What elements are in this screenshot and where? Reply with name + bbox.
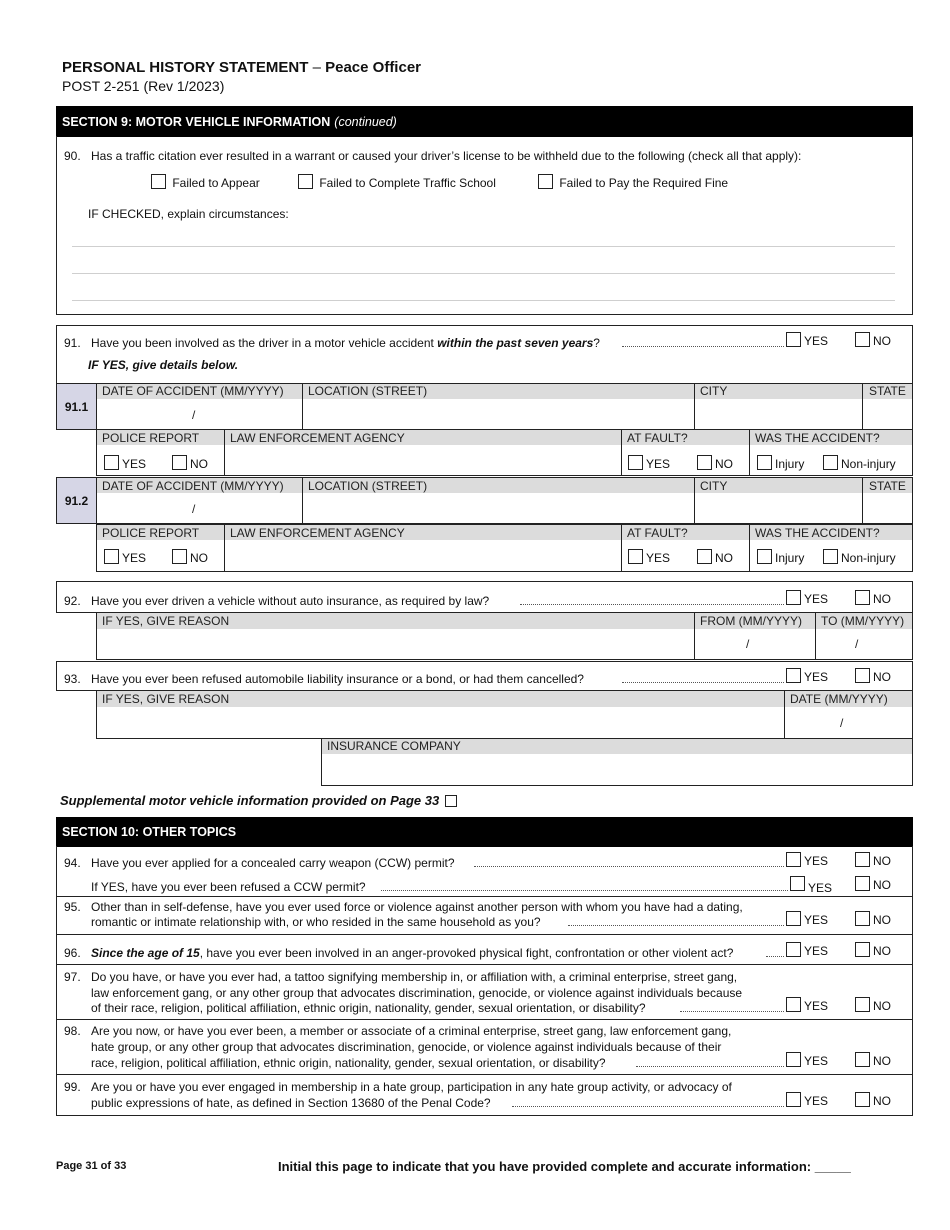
q93-text: Have you ever been refused automobile liability insurance or a bond, or had them cancelled?: [91, 672, 584, 686]
row-91-1-div-1: [302, 383, 303, 430]
q93-insurance-label: INSURANCE COMPANY: [327, 739, 461, 753]
q90-number: 90.: [64, 149, 81, 163]
failed-pay-fine-label: Failed to Pay the Required Fine: [559, 176, 729, 190]
row-91-1-div-5: [621, 429, 622, 476]
q98-bottom-line: [56, 1074, 913, 1075]
form-number: POST 2-251 (Rev 1/2023): [62, 78, 225, 94]
q97-yes-label: YES: [804, 999, 829, 1013]
supplemental-note: [60, 793, 457, 808]
q98-leader: [636, 1057, 784, 1067]
row-91-1-div-6: [749, 429, 750, 476]
q92-yes-checkbox[interactable]: [786, 590, 801, 605]
row-91-2-fault-yes: [628, 549, 670, 565]
row-91-1-div-2: [694, 383, 695, 430]
q98-no-label: NO: [873, 1054, 891, 1068]
q96-yes-checkbox[interactable]: [786, 942, 801, 957]
q90-option-required-fine: [538, 174, 728, 190]
q90-explain-line-2[interactable]: [72, 273, 895, 274]
q97-number: 97.: [64, 970, 81, 984]
row-91-2-city-label: CITY: [700, 479, 728, 493]
q94-yes: [786, 852, 828, 868]
row-91-1-date-label: DATE OF ACCIDENT (MM/YYYY): [102, 384, 284, 398]
q92-to-label: TO (MM/YYYY): [821, 614, 905, 628]
q96-leader: [766, 947, 784, 957]
initial-text: Initial this page to indicate that you have provided complete and accurate information:: [278, 1159, 812, 1174]
row-91-2-injury: [757, 549, 804, 565]
row-91-1-location-label: LOCATION (STREET): [308, 384, 428, 398]
q92-reason-label: IF YES, GIVE REASON: [102, 614, 230, 628]
q98-yes-checkbox[interactable]: [786, 1052, 801, 1067]
q91-box: [56, 325, 913, 384]
row-91-1-fault-no: [697, 455, 733, 471]
form-title-dash: –: [312, 59, 321, 76]
q95-yes: [786, 911, 828, 927]
q96-no-checkbox[interactable]: [855, 942, 870, 957]
q97-yes-checkbox[interactable]: [786, 997, 801, 1012]
q95-no-label: NO: [873, 913, 891, 927]
row-91-2-date-label: DATE OF ACCIDENT (MM/YYYY): [102, 479, 284, 493]
q90-explain-label: IF CHECKED, explain circumstances:: [88, 207, 289, 221]
q98-number: 98.: [64, 1024, 81, 1038]
row-91-1-date-slash[interactable]: /: [192, 408, 196, 422]
row-91-2-div-5: [621, 524, 622, 572]
q95-line-2: romantic or intimate relationship with, or who resided in the same household as you?: [91, 915, 541, 929]
q91-text: [91, 336, 600, 351]
q98-yes-label: YES: [804, 1054, 829, 1068]
q92-number: 92.: [64, 594, 81, 608]
q93-no-label: NO: [873, 670, 891, 684]
section-9-continued: (continued): [334, 114, 397, 129]
q92-div-1: [694, 612, 695, 660]
q92-from-label: FROM (MM/YYYY): [700, 614, 802, 628]
q99-no-label: NO: [873, 1094, 891, 1108]
row-91-2-fault-yes-checkbox[interactable]: [628, 549, 643, 564]
q98-line-3: race, religion, political affiliation, ethnic origin, nationality, gender, sexual orientation, or disability?: [91, 1056, 606, 1070]
q97-line-2: law enforcement gang, or any other group that advocates discrimination, genocide, or violence against individuals because: [91, 986, 743, 1000]
q93-leader: [622, 673, 784, 683]
form-title: [62, 59, 421, 76]
q91-no-label: NO: [873, 334, 891, 348]
q94-text: Have you ever applied for a concealed carry weapon (CCW) permit?: [91, 856, 455, 870]
q93-div-1: [784, 690, 785, 739]
q92-no: [855, 590, 891, 606]
q94-leader: [474, 857, 784, 867]
form-title-main: PERSONAL HISTORY STATEMENT: [62, 59, 309, 76]
q98-no-checkbox[interactable]: [855, 1052, 870, 1067]
row-91-1-police-no: [172, 455, 208, 471]
q99-no-checkbox[interactable]: [855, 1092, 870, 1107]
q90-option-traffic-school: [298, 174, 496, 190]
row-91-1-police-label: POLICE REPORT: [102, 431, 200, 445]
q99-yes-checkbox[interactable]: [786, 1092, 801, 1107]
row-91-2-fault-no-label: NO: [715, 551, 733, 565]
row-91-1-number: 91.1: [56, 383, 97, 430]
row-91-1-agency-label: LAW ENFORCEMENT AGENCY: [230, 431, 405, 445]
q99-line-1: Are you or have you ever engaged in membership in a hate group, participation in any hate group activity, or advocacy of: [91, 1080, 732, 1094]
q95-no-checkbox[interactable]: [855, 911, 870, 926]
row-91-1-state-label: STATE: [869, 384, 906, 398]
row-91-1-police-yes-checkbox[interactable]: [104, 455, 119, 470]
row-91-1-injury: [757, 455, 804, 471]
initial-statement: [278, 1159, 851, 1174]
q94-no-checkbox[interactable]: [855, 852, 870, 867]
row-91-1-city-label: CITY: [700, 384, 728, 398]
row-91-2-police-no: [172, 549, 208, 565]
failed-to-appear-checkbox[interactable]: [151, 174, 166, 189]
q95-leader: [568, 916, 784, 926]
row-91-2-police-yes-label: YES: [122, 551, 147, 565]
q98-line-1: Are you now, or have you ever been, a member or associate of a criminal enterprise, street gang, law enforcement gang,: [91, 1024, 732, 1038]
row-91-1-noninjury-checkbox[interactable]: [823, 455, 838, 470]
row-91-2-agency-label: LAW ENFORCEMENT AGENCY: [230, 526, 405, 540]
row-91-2-injury-label: Injury: [775, 551, 805, 565]
q96-no: [855, 942, 891, 958]
row-91-2-noninjury: [823, 549, 896, 565]
q94-sub-yes-label: YES: [808, 881, 833, 895]
q99-line-2: public expressions of hate, as defined in Section 13680 of the Penal Code?: [91, 1096, 491, 1110]
row-91-2-police-yes: [104, 549, 146, 565]
row-91-2-div-3: [862, 477, 863, 524]
row-91-1-accident-label: WAS THE ACCIDENT?: [755, 431, 880, 445]
section-9-title: SECTION 9: MOTOR VEHICLE INFORMATION: [62, 114, 331, 129]
q93-yes-label: YES: [804, 670, 829, 684]
q96-yes: [786, 942, 828, 958]
q91-note: IF YES, give details below.: [88, 358, 239, 372]
q94-number: 94.: [64, 856, 81, 870]
q94-sub-yes: [790, 876, 833, 895]
row-91-1-fault-label: AT FAULT?: [627, 431, 688, 445]
row-91-2-noninjury-checkbox[interactable]: [823, 549, 838, 564]
q97-no: [855, 997, 891, 1013]
q94-sub-text: If YES, have you ever been refused a CCW permit?: [91, 880, 366, 894]
row-91-1-police-yes: [104, 455, 146, 471]
row-91-1-police-yes-label: YES: [122, 457, 147, 471]
q99-yes-label: YES: [804, 1094, 829, 1108]
q97-line-3: of their race, religion, political affiliation, ethnic origin, nationality, gender, sexual orientation, or disability?: [91, 1001, 646, 1015]
q91-number: 91.: [64, 336, 81, 350]
q97-line-1: Do you have, or have you ever had, a tattoo signifying membership in, or affiliation with, a criminal enterprise, street gang,: [91, 970, 738, 984]
q93-reason-label: IF YES, GIVE REASON: [102, 692, 230, 706]
q96-text: [91, 946, 733, 961]
row-91-2-injury-checkbox[interactable]: [757, 549, 772, 564]
initial-blank[interactable]: _____: [814, 1159, 851, 1174]
q95-yes-checkbox[interactable]: [786, 911, 801, 926]
q91-leader: [622, 337, 784, 347]
q96-number: 96.: [64, 946, 81, 960]
q93-date-slash[interactable]: /: [840, 716, 844, 730]
q97-bottom-line: [56, 1019, 913, 1020]
row-91-2-fault-no-checkbox[interactable]: [697, 549, 712, 564]
q90-option-failed-appear: [151, 174, 260, 190]
q92-yes-label: YES: [804, 592, 829, 606]
row-91-1-div-3: [862, 383, 863, 430]
q98-line-2: hate group, or any other group that advocates discrimination, genocide, or violence against individuals because of their: [91, 1040, 722, 1054]
q98-no: [855, 1052, 891, 1068]
q96-text-emph: Since the age of 15: [91, 946, 200, 960]
q91-text-emph: within the past seven years: [437, 336, 594, 350]
row-91-1-police-no-label: NO: [190, 457, 208, 471]
row-91-2-police-yes-checkbox[interactable]: [104, 549, 119, 564]
row-91-2-police-no-checkbox[interactable]: [172, 549, 187, 564]
failed-traffic-school-checkbox[interactable]: [298, 174, 313, 189]
section-10-title: SECTION 10: OTHER TOPICS: [62, 825, 237, 839]
q96-no-label: NO: [873, 944, 891, 958]
q94-sub-yes-checkbox[interactable]: [790, 876, 805, 891]
q91-yes-label: YES: [804, 334, 829, 348]
row-91-2-div-6: [749, 524, 750, 572]
q97-no-label: NO: [873, 999, 891, 1013]
row-91-2-police-no-label: NO: [190, 551, 208, 565]
q94-yes-checkbox[interactable]: [786, 852, 801, 867]
q91-no: [855, 332, 891, 348]
q96-yes-label: YES: [804, 944, 829, 958]
q94-no: [855, 852, 891, 868]
row-91-1-fault-yes: [628, 455, 670, 471]
row-91-1-injury-checkbox[interactable]: [757, 455, 772, 470]
q95-bottom-line: [56, 934, 913, 935]
q93-yes-checkbox[interactable]: [786, 668, 801, 683]
q90-explain-line-1[interactable]: [72, 246, 895, 247]
q94-sub-no-label: NO: [873, 878, 891, 892]
q91-yes-checkbox[interactable]: [786, 332, 801, 347]
row-91-1-fault-yes-checkbox[interactable]: [628, 455, 643, 470]
q93-no-checkbox[interactable]: [855, 668, 870, 683]
row-91-2-state-label: STATE: [869, 479, 906, 493]
q99-no: [855, 1092, 891, 1108]
q95-number: 95.: [64, 900, 81, 914]
q92-div-2: [815, 612, 816, 660]
supplemental-checkbox[interactable]: [445, 795, 457, 807]
q99-yes: [786, 1092, 828, 1108]
q91-no-checkbox[interactable]: [855, 332, 870, 347]
row-91-2-fault-no: [697, 549, 733, 565]
row-91-1-police-no-checkbox[interactable]: [172, 455, 187, 470]
q93-date-label: DATE (MM/YYYY): [790, 692, 888, 706]
q96-text-main: , have you ever been involved in an anger-provoked physical fight, confrontation or other violent act?: [199, 946, 734, 960]
failed-pay-fine-checkbox[interactable]: [538, 174, 553, 189]
q92-text: Have you ever driven a vehicle without auto insurance, as required by law?: [91, 594, 490, 608]
row-91-2-div-1: [302, 477, 303, 524]
q93-yes: [786, 668, 828, 684]
q94-yes-label: YES: [804, 854, 829, 868]
row-91-1-div-4: [224, 429, 225, 476]
row-91-2-div-4: [224, 524, 225, 572]
row-91-1-fault-no-label: NO: [715, 457, 733, 471]
q93-no: [855, 668, 891, 684]
q90-text: Has a traffic citation ever resulted in a warrant or caused your driver’s license to be withheld due to the following (check all that apply):: [91, 149, 802, 163]
q97-no-checkbox[interactable]: [855, 997, 870, 1012]
form-title-sub: Peace Officer: [325, 59, 421, 76]
q95-yes-label: YES: [804, 913, 829, 927]
row-91-2-fault-label: AT FAULT?: [627, 526, 688, 540]
page-number: Page 31 of 33: [56, 1160, 127, 1172]
section-9-header: [56, 106, 913, 137]
row-91-2-accident-label: WAS THE ACCIDENT?: [755, 526, 880, 540]
q90-explain-line-3[interactable]: [72, 300, 895, 301]
q95-no: [855, 911, 891, 927]
row-91-1-fault-yes-label: YES: [646, 457, 671, 471]
q94-sub-no: [855, 876, 891, 892]
q99-leader: [512, 1097, 784, 1107]
row-91-2-location-label: LOCATION (STREET): [308, 479, 428, 493]
row-91-2-div-2: [694, 477, 695, 524]
q92-no-label: NO: [873, 592, 891, 606]
q96-bottom-line: [56, 964, 913, 965]
q94-sub-no-checkbox[interactable]: [855, 876, 870, 891]
row-91-2-fault-yes-label: YES: [646, 551, 671, 565]
row-91-1-noninjury: [823, 455, 896, 471]
q91-text-end: ?: [593, 336, 600, 350]
row-91-2-noninjury-label: Non-injury: [841, 551, 896, 565]
row-91-1-injury-label: Injury: [775, 457, 805, 471]
q92-yes: [786, 590, 828, 606]
q93-number: 93.: [64, 672, 81, 686]
q92-to-slash[interactable]: /: [855, 637, 859, 651]
q91-text-main: Have you been involved as the driver in a motor vehicle accident: [91, 336, 438, 350]
row-91-1-noninjury-label: Non-injury: [841, 457, 896, 471]
q92-from-slash[interactable]: /: [746, 637, 750, 651]
row-91-2-date-slash[interactable]: /: [192, 502, 196, 516]
supplemental-text: Supplemental motor vehicle information provided on Page 33: [60, 793, 440, 808]
q99-number: 99.: [64, 1080, 81, 1094]
q94-no-label: NO: [873, 854, 891, 868]
q98-yes: [786, 1052, 828, 1068]
failed-to-appear-label: Failed to Appear: [172, 176, 260, 190]
failed-traffic-school-label: Failed to Complete Traffic School: [319, 176, 496, 190]
row-91-1-fault-no-checkbox[interactable]: [697, 455, 712, 470]
q91-yes: [786, 332, 828, 348]
q97-leader: [680, 1002, 784, 1012]
section-10-header: [56, 817, 913, 847]
q94-sub-leader: [381, 881, 788, 891]
q95-line-1: Other than in self-defense, have you ever used force or violence against another person with whom you have had a dating,: [91, 900, 743, 914]
q92-leader: [520, 595, 784, 605]
row-91-2-police-label: POLICE REPORT: [102, 526, 200, 540]
q97-yes: [786, 997, 828, 1013]
q94-bottom-line: [56, 896, 913, 897]
row-91-2-number: 91.2: [56, 477, 97, 524]
q92-no-checkbox[interactable]: [855, 590, 870, 605]
